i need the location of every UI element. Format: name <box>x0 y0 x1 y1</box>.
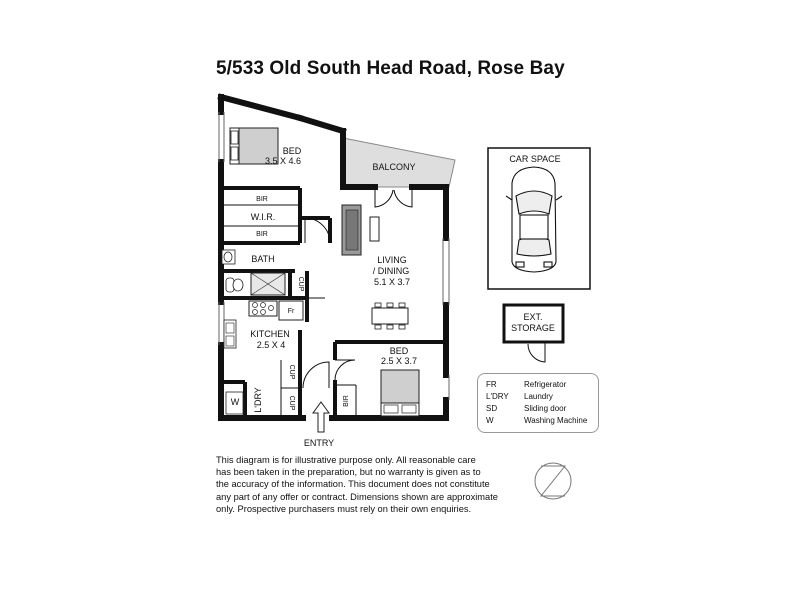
laundry-label: L'DRY <box>253 387 263 413</box>
legend-box <box>477 373 599 433</box>
legend-value: Laundry <box>524 392 553 401</box>
legend-value: Washing Machine <box>524 416 588 425</box>
ext-storage-line1: EXT. <box>523 312 543 322</box>
plan-title: 5/533 Old South Head Road, Rose Bay <box>216 58 565 79</box>
coffee-table <box>370 217 379 241</box>
living-label-1: LIVING <box>377 255 407 265</box>
dining-table <box>372 303 408 329</box>
legend-value: Refrigerator <box>524 380 567 389</box>
legend-key: L'DRY <box>486 392 509 401</box>
cup-bath-label: CUP <box>297 276 304 292</box>
bed2-label: BED <box>389 346 409 356</box>
bir-bed2-label: BIR <box>343 395 350 407</box>
cup-k1-label: CUP <box>288 364 295 380</box>
bath-label: BATH <box>251 254 275 264</box>
legend-key: FR <box>486 380 497 389</box>
legend-value: Sliding door <box>524 404 567 413</box>
living-size: 5.1 X 3.7 <box>373 277 411 287</box>
bir-top-label: BIR <box>256 196 268 203</box>
bed1-label: BED <box>282 146 302 156</box>
sofa <box>342 205 361 255</box>
disclaimer-line: has been taken in the preparation, but no warranty is given as to <box>216 467 481 478</box>
disclaimer-line: the accuracy of the information. This document does not constitute <box>216 479 490 490</box>
disclaimer-line: any part of any offer or contract. Dimensions shown are approximate <box>216 491 498 502</box>
living-label-2: / DINING <box>372 266 410 276</box>
disclaimer-line: only. Prospective purchasers must rely on their own enquiries. <box>216 503 472 514</box>
disclaimer-text <box>216 454 526 515</box>
legend-key: SD <box>486 404 498 413</box>
car-space-label: CAR SPACE <box>509 154 561 164</box>
balcony-label: BALCONY <box>372 162 416 172</box>
kitchen-label: KITCHEN <box>250 329 290 339</box>
bed2-size: 2.5 X 3.7 <box>380 356 418 366</box>
bed1-size: 3.5 X 4.6 <box>264 156 302 166</box>
cup-k2-label: CUP <box>288 395 295 411</box>
ext-storage-line2: STORAGE <box>511 323 555 333</box>
car-icon <box>506 167 562 272</box>
entry-arrow <box>313 402 329 432</box>
washer-label: W <box>230 397 240 407</box>
fridge-label: Fr <box>287 308 295 315</box>
legend-key: W <box>486 416 494 425</box>
disclaimer-line: This diagram is for illustrative purpose only. All reasonable care <box>216 455 476 465</box>
entry-label: ENTRY <box>303 438 335 448</box>
compass-icon <box>535 463 571 499</box>
kitchen-size: 2.5 X 4 <box>256 340 286 350</box>
wir-label: W.I.R. <box>250 212 276 222</box>
bed-2-furniture <box>381 370 419 416</box>
bir-bottom-label: BIR <box>256 231 268 238</box>
